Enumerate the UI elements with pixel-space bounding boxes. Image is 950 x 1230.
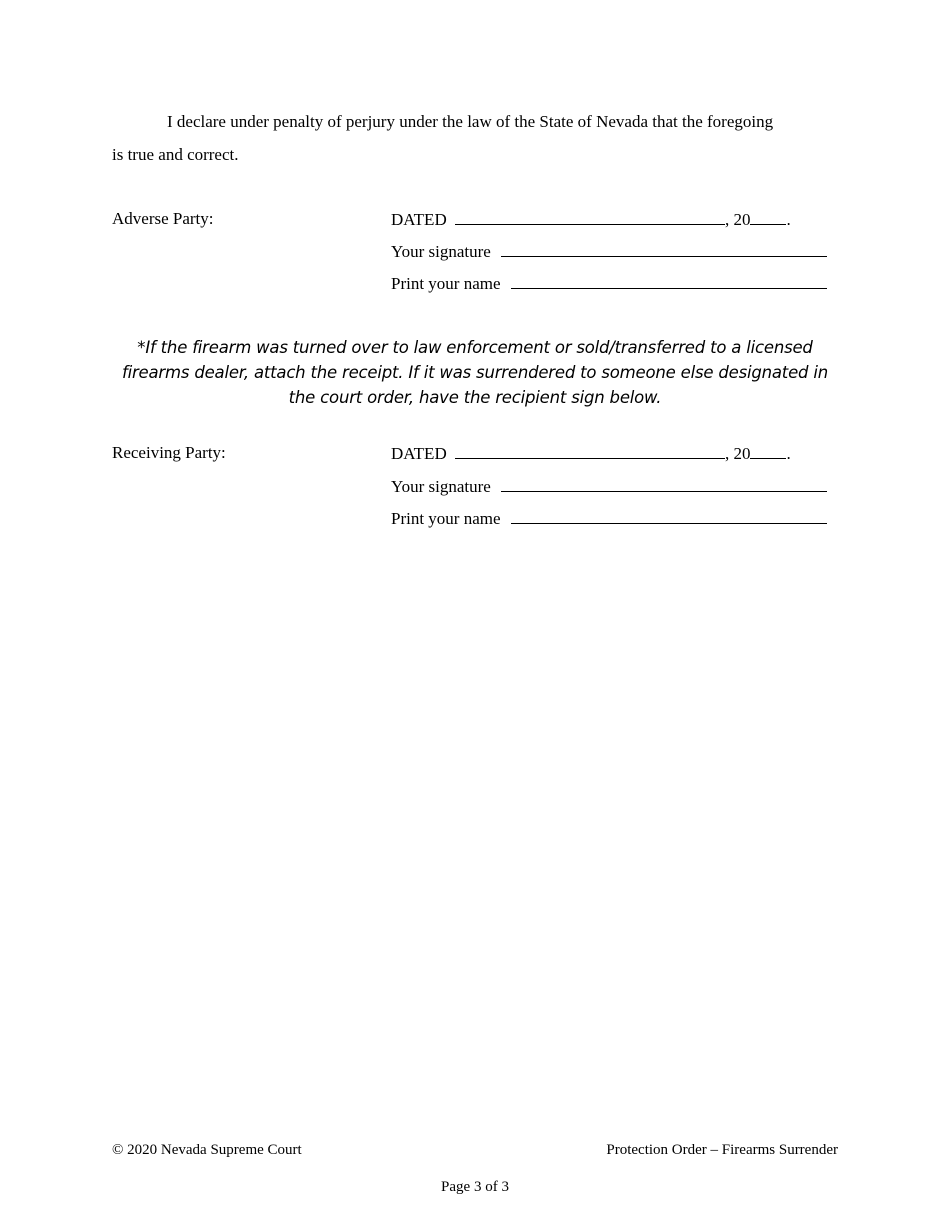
adverse-party-label: Adverse Party:	[112, 209, 214, 228]
receiving-name-label: Print your name	[391, 509, 501, 528]
adverse-signature-row	[391, 241, 827, 262]
adverse-year-field[interactable]	[750, 209, 786, 225]
adverse-name-label: Print your name	[391, 274, 501, 293]
receiving-year-prefix: , 20	[724, 444, 751, 463]
adverse-name-row	[391, 273, 827, 294]
receiving-signature-label: Your signature	[391, 477, 491, 496]
declaration-line-2: is true and correct.	[112, 145, 239, 164]
adverse-signature-field[interactable]	[501, 241, 827, 257]
footer-form-title: Protection Order – Firearms Surrender	[606, 1142, 838, 1158]
receiving-name-row	[391, 508, 827, 529]
declaration-line-1: I declare under penalty of perjury under the law of the State of Nevada that the foregoing	[167, 112, 774, 131]
receiving-signature-row	[391, 476, 827, 497]
receiving-dated-row	[391, 443, 791, 464]
adverse-year-prefix: , 20	[724, 210, 751, 229]
receiving-name-field[interactable]	[511, 508, 827, 524]
receiving-year-suffix: .	[786, 444, 791, 463]
receiving-party-label: Receiving Party:	[112, 443, 226, 462]
surrender-note: *If the firearm was turned over to law enforcement or sold/transferred to a licensed firearms dealer, attach the receipt. If it was surrendered to someone else designated in the court order, have the recipient sign below.	[121, 338, 828, 407]
adverse-year-suffix: .	[786, 210, 791, 229]
receiving-signature-field[interactable]	[501, 476, 827, 492]
page-number: Page 3 of 3	[441, 1179, 509, 1195]
receiving-dated-label: DATED	[391, 444, 447, 463]
receiving-year-field[interactable]	[750, 443, 786, 459]
adverse-signature-label: Your signature	[391, 242, 491, 261]
adverse-name-field[interactable]	[511, 273, 827, 289]
footer-copyright: © 2020 Nevada Supreme Court	[112, 1142, 302, 1158]
adverse-dated-label: DATED	[391, 210, 447, 229]
adverse-date-field[interactable]	[455, 209, 725, 225]
adverse-dated-row	[391, 209, 791, 230]
receiving-date-field[interactable]	[455, 443, 725, 459]
